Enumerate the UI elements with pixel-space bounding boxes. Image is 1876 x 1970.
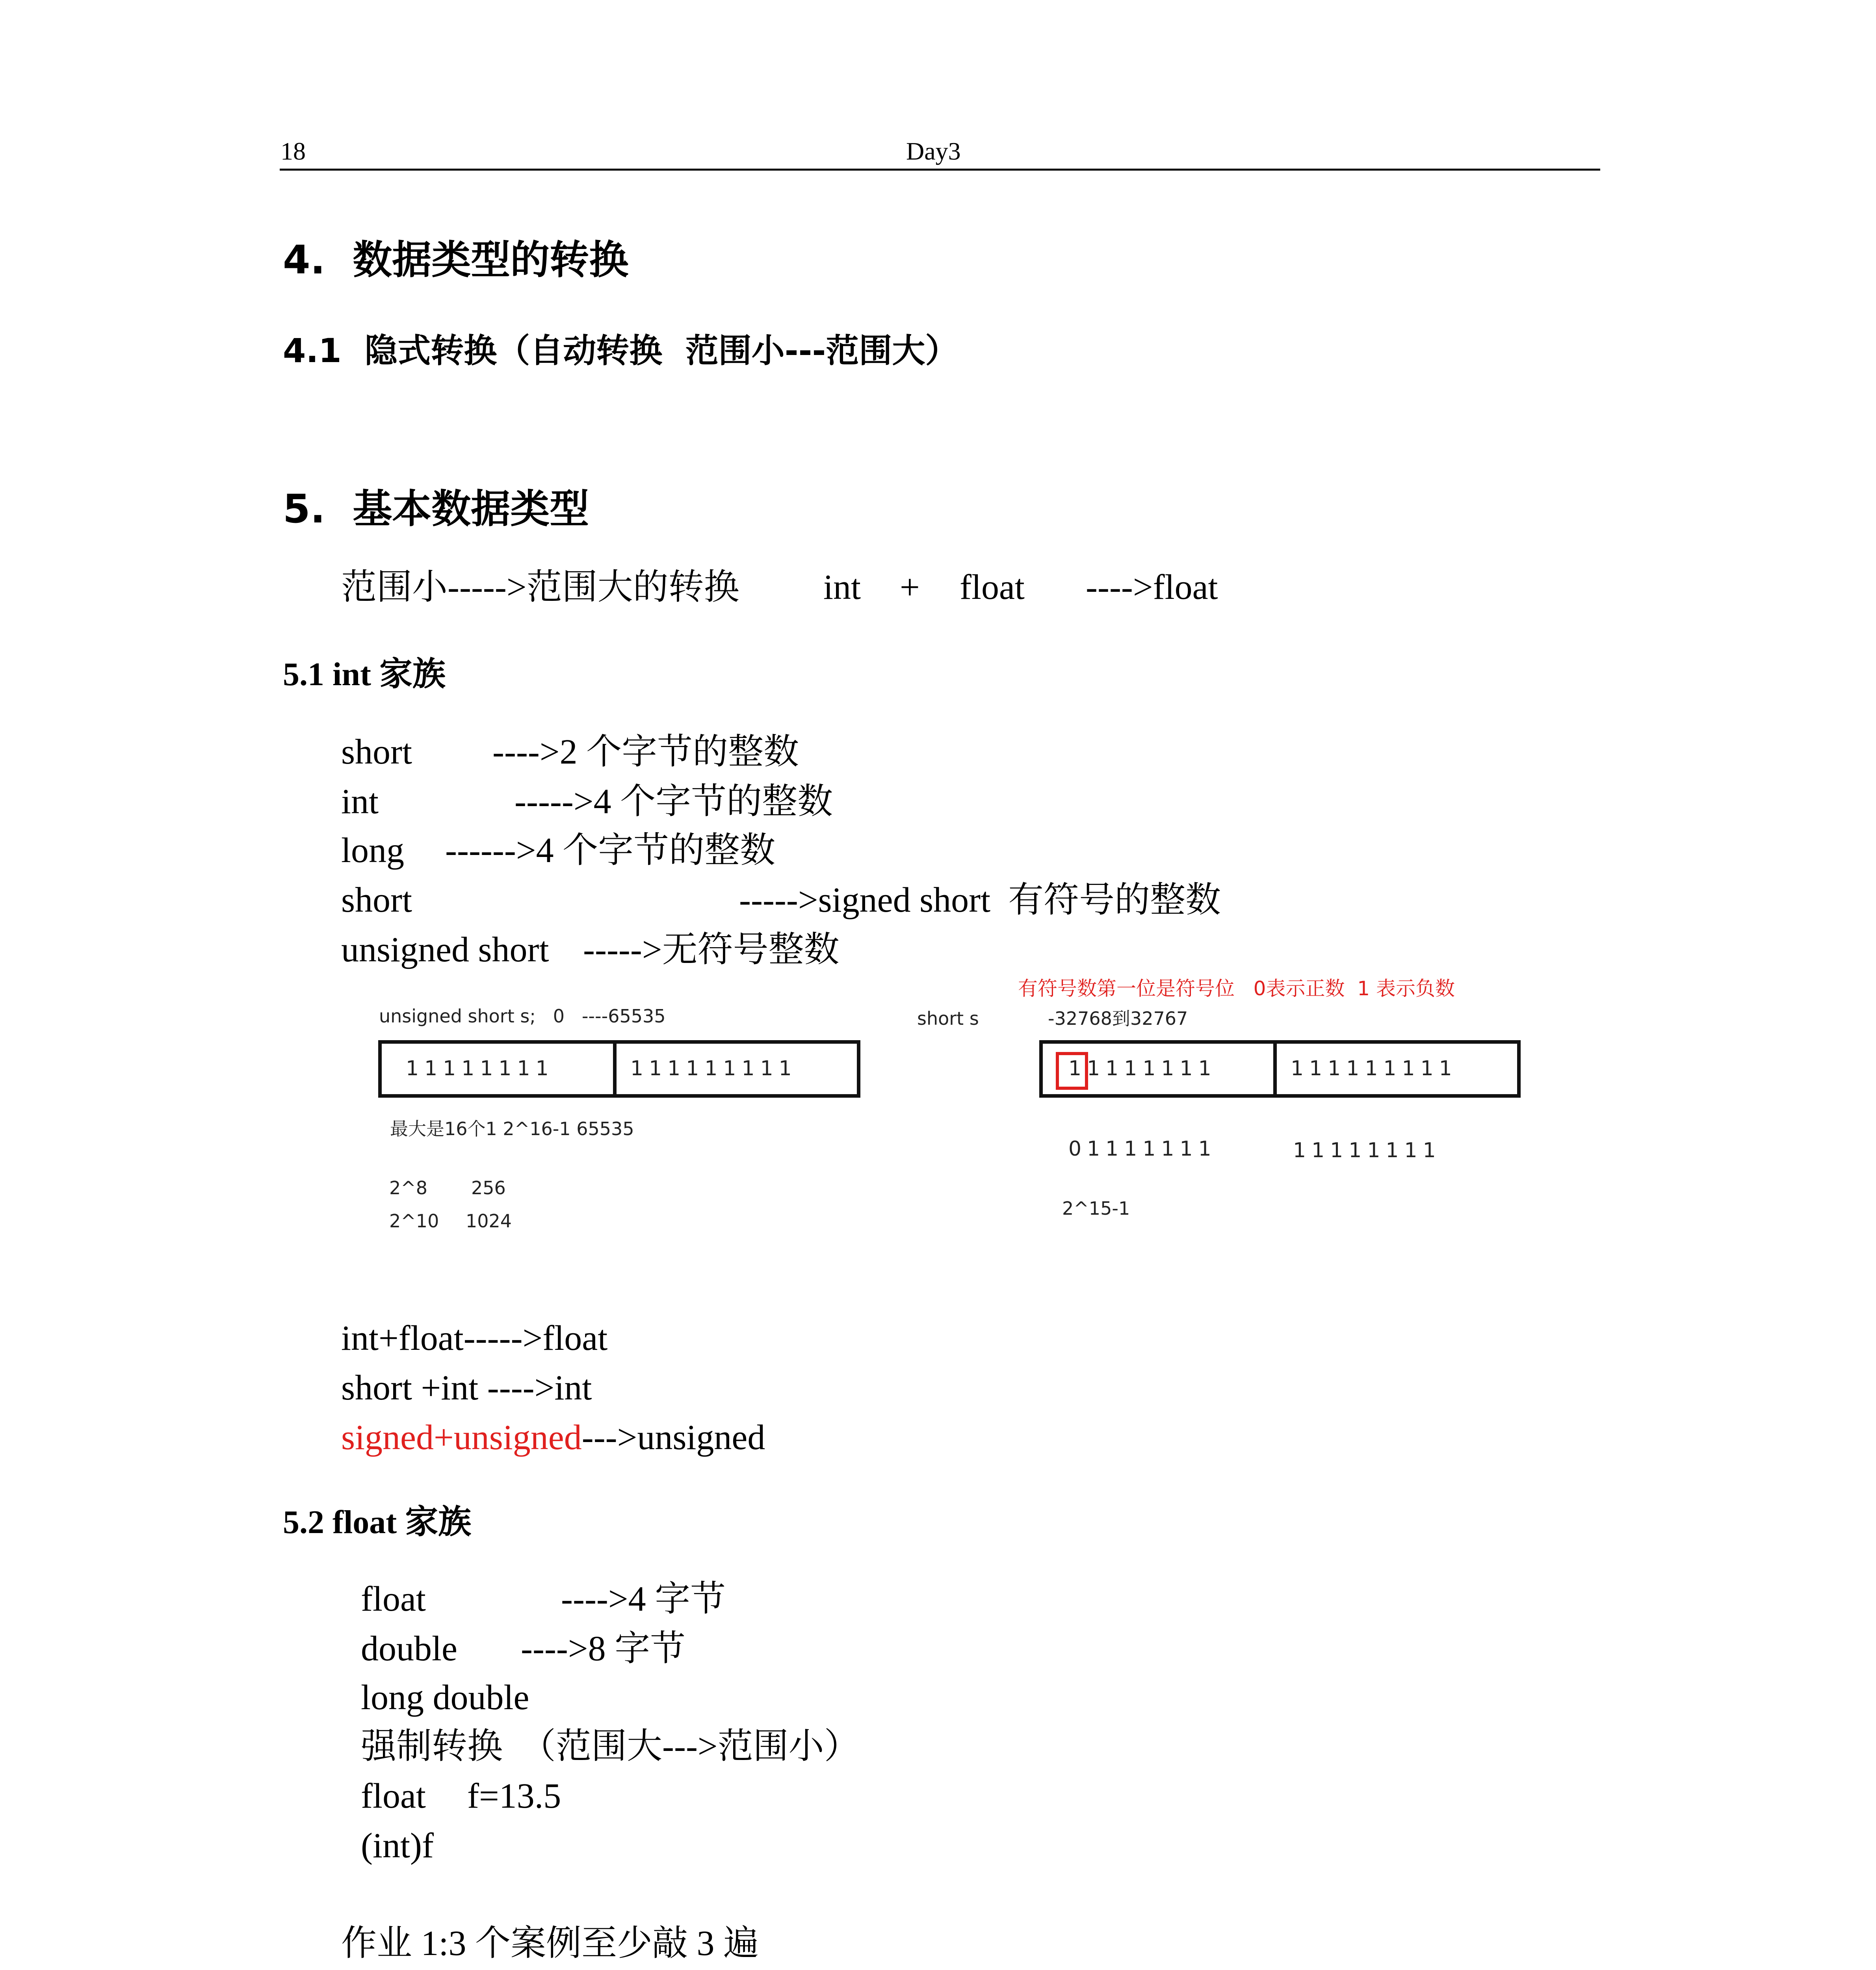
list-item-term: float — [361, 1777, 426, 1816]
list-item-term: short — [341, 732, 412, 771]
section-5-heading: 5. 基本数据类型 — [283, 486, 589, 532]
signed-short-label: short s — [917, 1008, 979, 1029]
conversion-rule: signed+unsigned--->unsigned — [341, 1418, 765, 1457]
section-5-1-heading: 5.1 int 家族 — [283, 656, 446, 693]
list-item-term: (int)f — [361, 1826, 434, 1865]
intro-int: int — [823, 568, 861, 607]
intro-result: ---->float — [1086, 568, 1218, 607]
max-positive-low-byte: 11111111 — [1293, 1139, 1441, 1162]
list-item-desc: ---->2 个字节的整数 — [492, 732, 799, 771]
list-item-term: double — [361, 1629, 457, 1668]
list-item-term: float — [361, 1580, 426, 1619]
max-positive-formula: 2^15-1 — [1062, 1198, 1130, 1219]
max-value-note: 最大是16个1 2^16-1 65535 — [390, 1118, 634, 1139]
section-4-heading: 4. 数据类型的转换 — [283, 237, 629, 283]
list-item-desc: ----->signed short 有符号的整数 — [739, 881, 1221, 920]
conversion-rule: int+float----->float — [341, 1319, 608, 1358]
list-item-desc: ----->4 个字节的整数 — [515, 782, 833, 821]
unsigned-high-byte: 11111111 — [406, 1057, 554, 1080]
unsigned-short-label: unsigned short s; 0 ----65535 — [379, 1005, 666, 1027]
page-number: 18 — [280, 137, 306, 165]
byte-divider — [613, 1040, 617, 1098]
header-rule — [280, 169, 1600, 171]
power-label: 2^8 — [389, 1177, 428, 1199]
list-item-desc: ---->4 字节 — [561, 1580, 726, 1619]
power-value: 1024 — [466, 1210, 512, 1232]
conversion-rule: short +int ---->int — [341, 1368, 592, 1407]
list-item-term: long — [341, 831, 405, 870]
list-item-term: int — [341, 782, 379, 821]
page-header-title: Day3 — [906, 137, 961, 165]
intro-plus: + — [900, 568, 920, 607]
intro-float: float — [960, 568, 1025, 607]
unsigned-low-byte: 111111111 — [630, 1057, 797, 1080]
list-item-term: short — [341, 881, 412, 920]
list-item-desc: ------>4 个字节的整数 — [445, 831, 776, 870]
list-item-desc: f=13.5 — [467, 1777, 561, 1816]
signed-range-label: -32768到32767 — [1048, 1008, 1188, 1029]
list-item-desc: ---->8 字节 — [521, 1629, 686, 1668]
byte-divider — [1273, 1040, 1277, 1098]
list-item-term: 强制转换 （范围大--->范围小） — [361, 1727, 860, 1766]
signed-high-byte: 11111111 — [1068, 1057, 1217, 1080]
list-item-term: long double — [361, 1678, 529, 1717]
signed-low-byte: 111111111 — [1291, 1057, 1458, 1080]
power-value: 256 — [471, 1177, 506, 1199]
list-item-desc: ----->无符号整数 — [583, 930, 840, 969]
list-item-term: unsigned short — [341, 930, 549, 969]
sign-bit-note: 有符号数第一位是符号位 0表示正数 1 表示负数 — [1018, 977, 1455, 1000]
max-positive-high-byte: 01111111 — [1068, 1137, 1217, 1161]
section-5-2-heading: 5.2 float 家族 — [283, 1504, 472, 1541]
homework-item: 作业 1:3 个案例至少敲 3 遍 — [341, 1924, 759, 1963]
section-4-1-heading: 4.1 隐式转换（自动转换 范围小---范围大） — [283, 331, 958, 370]
signed-unsigned-highlight: signed+unsigned — [341, 1418, 582, 1457]
power-label: 2^10 — [389, 1210, 439, 1232]
intro-range: 范围小----->范围大的转换 — [341, 568, 739, 607]
